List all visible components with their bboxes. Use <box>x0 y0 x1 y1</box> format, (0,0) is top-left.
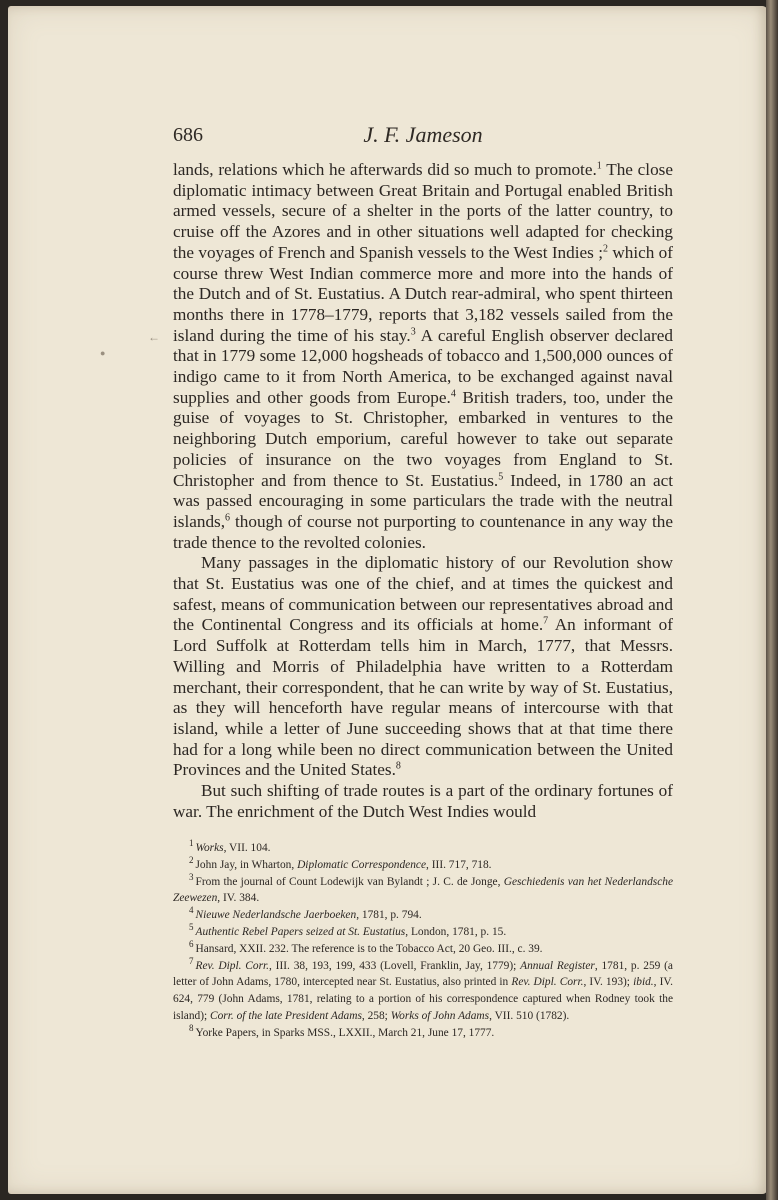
text-run: which of course threw West Indian commerce more and more into the hands of the Dutch and of St. Eustatius. A Dutch rear-admiral, who spent thirteen months there in 1778–1779, reports that 3,182 vessels sailed from the island during the time of his stay. <box>173 242 673 345</box>
text-run: The close diplomatic intimacy between Great Britain and Portugal enabled British armed vessels, secure of a shelter in the ports of the latter country, to cruise off the Azores and in other situations well adapted for checking the voyages of French and Spanish vessels to the West Indies ; <box>173 160 673 262</box>
page-header <box>173 122 673 152</box>
text-run: , 1781, p. 794. <box>356 909 422 922</box>
text-run: , London, 1781, p. 15. <box>405 925 507 938</box>
footnote-ref: 1 <box>596 160 602 172</box>
footnote-ref: 2 <box>602 243 608 255</box>
footnote <box>173 840 673 857</box>
text-run: , III. 717, 718. <box>426 858 492 871</box>
text-run: Indeed, in 1780 an act was passed encouraging in some particulars the trade with the neutral islands, <box>173 470 673 531</box>
footnote <box>173 857 673 874</box>
footnote <box>173 955 674 1025</box>
paragraph <box>173 553 673 781</box>
text-run: , VII. 510 (1782). <box>489 1009 570 1022</box>
footnote <box>173 938 673 958</box>
footnote-number: 5 <box>189 922 194 933</box>
footnote <box>173 871 674 908</box>
footnote-ref: 3 <box>410 325 416 337</box>
text-run: , IV. 624, 779 (John Adams, 1781, relating to a portion of his correspondence captured when Rodney took the island); <box>173 976 674 1022</box>
text-run: Hansard, XXII. 232. The reference is to the Tobacco Act, 20 Geo. III., c. 39. <box>195 942 543 955</box>
italic-title: Works <box>195 842 224 854</box>
footnote-number: 3 <box>189 871 194 882</box>
footnote-ref: 4 <box>450 388 456 399</box>
text-run: though of course not purporting to countenance in any way the trade thence to the revolted colonies. <box>173 511 673 552</box>
italic-title: Rev. Dipl. Corr. <box>195 959 270 972</box>
footnotes <box>173 840 673 1042</box>
footnote <box>173 924 673 941</box>
text-run: British traders, too, under the guise of voyages to St. Christopher, embarked in ventures to the neighboring Dutch emporium, careful however to take out separate policies of insurance on the two voyages from England to St. Christopher and from thence to St. Eustatius. <box>173 387 673 490</box>
footnote-number: 2 <box>189 855 194 865</box>
ink-dot: ● <box>100 348 106 358</box>
footnote-number: 1 <box>189 838 194 849</box>
footnote <box>173 907 673 924</box>
footnote-number: 7 <box>189 955 194 966</box>
footnote-ref: 5 <box>498 470 504 482</box>
text-run: lands, relations which he afterwards did so much to promote. <box>173 160 597 179</box>
italic-title: ibid. <box>633 976 654 989</box>
footnote-number: 4 <box>189 905 194 916</box>
italic-title: Authentic Rebel Papers seized at St. Eustatius <box>195 925 406 938</box>
text-run: Many passages in the diplomatic history of our Revolution show that St. Eustatius was one of the chief, and at times the quickest and safest, means of communication between our representatives abroad and the Continental Congress and its officials at home. <box>173 553 673 635</box>
italic-title: Corr. of the late President Adams <box>210 1009 362 1022</box>
footnote-ref: 7 <box>543 615 549 627</box>
italic-title: Rev. Dipl. Corr. <box>511 976 584 989</box>
text-run: Yorke Papers, in Sparks MSS., LXXII., March 21, June 17, 1777. <box>195 1026 495 1039</box>
text-run: , VII. 104. <box>223 842 271 854</box>
paragraph <box>173 160 673 553</box>
footnote <box>173 1022 673 1042</box>
footnote-ref: 6 <box>225 512 231 524</box>
italic-title: Nieuwe Nederlandsche Jaerboeken <box>195 909 357 922</box>
text-run: John Jay, in Wharton, <box>195 858 298 871</box>
running-head: J. F. Jameson <box>363 122 483 147</box>
text-run: , 258; <box>361 1009 391 1022</box>
text-run: , IV. 384. <box>217 892 260 905</box>
italic-title: Works of John Adams <box>390 1009 490 1022</box>
body-text <box>173 160 673 823</box>
text-run: A careful English observer declared that in 1779 some 12,000 hogsheads of tobacco and 1,500,000 ounces of indigo came to it from North America, to be exchanged against naval supplies and other goods from Europe. <box>173 325 673 407</box>
footnote-number: 8 <box>189 1022 194 1033</box>
text-run: , III. 38, 193, 199, 433 (Lovell, Franklin, Jay, 1779); <box>269 959 521 972</box>
text-run: , 1781, p. 259 (a letter of John Adams, 1780, intercepted near St. Eustatius, also printed in <box>173 959 673 989</box>
text-run: An informant of Lord Suffolk at Rotterdam tells him in March, 1777, that Messrs. Willing and Morris of Philadelphia have written to a Rotterdam merchant, their correspondent, that he can write by way of St. Eustatius, as they will henceforth have regular means of intercourse with that island, while a letter of June succeeding shows that at that time there had for a long while been no direct communication between the United Provinces and the United States. <box>173 615 673 780</box>
footnote-ref: 8 <box>395 760 401 772</box>
text-run: , IV. 193); <box>583 976 634 989</box>
text-run: From the journal of Count Lodewijk van Bylandt ; J. C. de Jonge, <box>195 875 504 888</box>
italic-title: Annual Register <box>520 959 595 972</box>
page-number: 686 <box>173 124 203 146</box>
text-run: But such shifting of trade routes is a part of the ordinary fortunes of war. The enrichment of the Dutch West Indies would <box>173 781 673 821</box>
page-edge <box>766 0 778 1200</box>
paragraph <box>173 781 673 822</box>
italic-title: Geschiedenis van het Nederlandsche Zeewezen <box>173 875 674 905</box>
pencil-mark: ← <box>148 330 160 344</box>
italic-title: Diplomatic Correspondence <box>297 858 427 871</box>
footnote-number: 6 <box>189 938 194 949</box>
